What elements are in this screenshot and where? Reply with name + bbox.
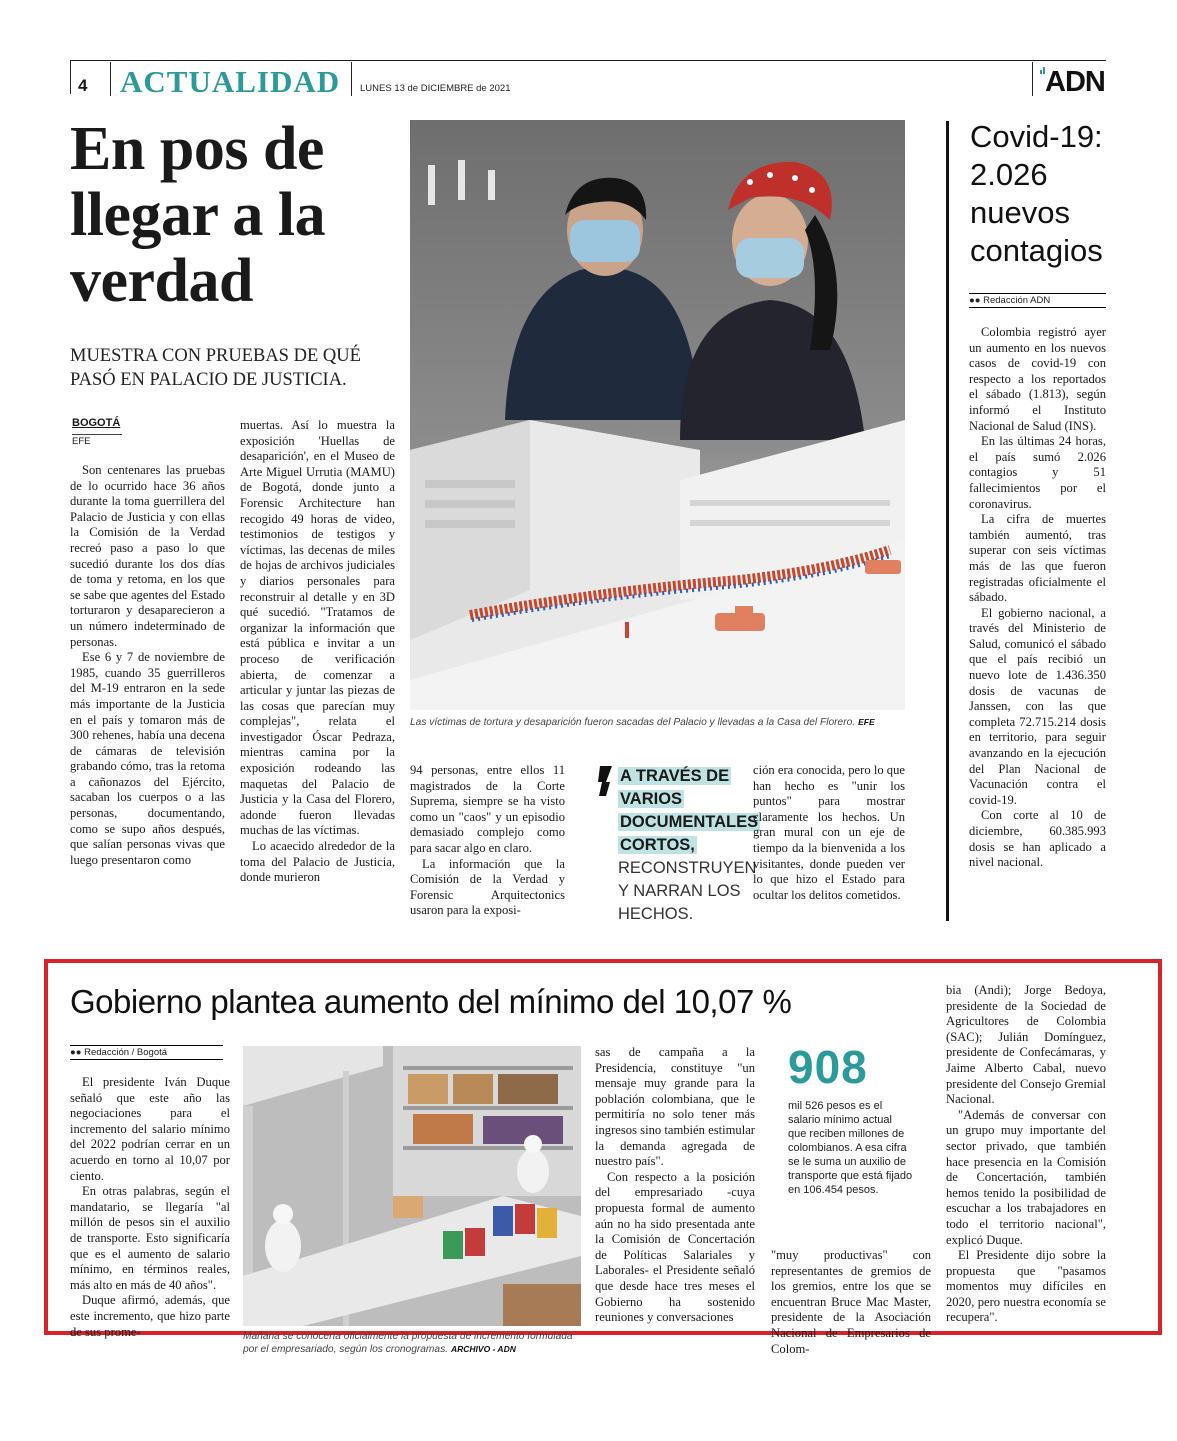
- paragraph: Ese 6 y 7 de noviembre de 1985, cuando 35 guerrilleros del M-19 entraron en la sede más importante de la Justicia en el país y tomaron más de 300 rehenes, había una decena de cámaras de televisión grabando cómo, tras la retoma a cañonazos del Ejército, sacaban los cuerpos o a las personas, documentando, como se supo años después, que salían personas vivas que luego presentaron como: [70, 650, 225, 867]
- main-story-col-4: [753, 763, 905, 903]
- paragraph: sas de campaña a la Presidencia, constituye "un mensaje muy grande para la población colombiana, que le permitiría no solo tener más ingresos sino también estimular la demanda agregada de nuestro país".: [595, 1045, 755, 1169]
- byline-text: Redacción ADN: [983, 295, 1051, 306]
- header-divider-2: [351, 62, 352, 96]
- brand-logo: [1038, 64, 1108, 96]
- paragraph: La información que la Comisión de la Verdad y Forensic Arquitectonics usaron para la exposi-: [410, 856, 565, 918]
- paragraph: El gobierno nacional, a través del Ministerio de Salud, comunicó el sábado que el país recibió un nuevo lote de 1.436.350 dosis de vacunas de Janssen, con las que completa 72.715.214 dosis en territorio, para seguir avanzando en la ejecución del Plan Nacional de Vacunación contra el covid-19.: [969, 605, 1106, 807]
- page-number: 4: [78, 76, 88, 95]
- bottom-byline: [70, 1045, 223, 1060]
- photo-credit: EFE: [858, 717, 875, 727]
- paragraph: En otras palabras, según el mandatario, se llegaría "al millón de pesos sin el auxilio de transporte. Esto significaría que es el aumento de salario mínimo, en términos reales, más alto en más de 40 años".: [70, 1184, 230, 1292]
- byline-dots-icon: ●●: [70, 1047, 82, 1058]
- paragraph: Duque afirmó, además, que este incremento, que hizo parte de sus prome-: [70, 1293, 230, 1339]
- exhibition-photo: [410, 120, 905, 710]
- main-story-col-1: [70, 463, 225, 868]
- paragraph: Son centenares las pruebas de lo ocurrido hace 36 años durante la toma guerrillera del Palacio de Justicia y con ellas la Comisión de la Verdad recreó paso a paso lo que sucedió durante los dos días de toma y retoma, en los que se sabe que agentes del Estado torturaron y desaparecieron a un número indeterminado de personas.: [70, 463, 225, 649]
- byline-dots-icon: ●●: [969, 295, 981, 306]
- byline-text: Redacción / Bogotá: [84, 1047, 168, 1058]
- main-headline: En pos de llegar a la verdad: [70, 115, 326, 315]
- stat-text: mil 526 pesos es el salario mínimo actual que reciben millones de colombianos. A esa cifra se le suma un auxilio de transporte que está fijado en 106.454 pesos.: [788, 1100, 913, 1196]
- main-subhead: MUESTRA CON PRUEBAS DE QUÉ PASÓ EN PALACIO DE JUSTICIA.: [70, 346, 361, 390]
- quote-mark-icon: [596, 764, 616, 802]
- paragraph: El presidente Iván Duque señaló que este año las negociaciones para el incremento del salario mínimo del 2022 podrían cerrar en un acuerdo en torno al 10,07 por ciento.: [70, 1075, 230, 1183]
- factory-photo-caption: [243, 1330, 583, 1356]
- header-divider-3: [1032, 62, 1033, 96]
- paragraph: La cifra de muertes también aumentó, tras superar con seis víctimas más de las que fueron registradas oficialmente el sábado.: [969, 512, 1106, 605]
- dateline-city: BOGOTÁ: [72, 417, 121, 429]
- sidebar-rule: [946, 121, 949, 921]
- bottom-headline: Gobierno plantea aumento del mínimo del 10,07 %: [70, 983, 792, 1020]
- pull-quote: [618, 765, 759, 926]
- paragraph: Lo acaecido alrededor de la toma del Palacio de Justicia, donde murieron: [240, 839, 395, 885]
- header-divider-1: [110, 62, 111, 96]
- pull-quote-bold: A TRAVÉS DE VARIOS DOCUMENTALES CORTOS,: [620, 767, 759, 854]
- paragraph: "Además de conversar con un grupo muy importante del sector privado, que también hace presencia en la Comisión de Concertación, también hemos tenido la posibilidad de escuchar a los trabajadores en todo el territorio nacional", explicó Duque.: [946, 1107, 1106, 1247]
- bottom-story-col-3: [771, 1248, 931, 1357]
- sidebar-body: [969, 325, 1106, 871]
- paragraph: En las últimas 24 horas, el país sumó 2.026 contagios y 51 fallecimientos por el coronavirus.: [969, 434, 1106, 511]
- caption-text: Mañana se conocería oficialmente la propuesta de incremento formulada por el empresariado, según los cronogramas.: [243, 1331, 573, 1355]
- sidebar-byline: [969, 293, 1106, 308]
- issue-date: LUNES 13 de DICIEMBRE de 2021: [360, 83, 511, 94]
- bottom-story-col-4: [946, 983, 1106, 1326]
- exhibition-photo-caption: [410, 716, 910, 729]
- paragraph: Con corte al 10 de diciembre, 60.385.993 dosis se han aplicado a nivel nacional.: [969, 808, 1106, 870]
- main-story-col-3: [410, 763, 565, 919]
- bottom-story-col-2: [595, 1045, 755, 1326]
- stat-number: 908: [788, 1041, 868, 1093]
- main-story-col-2: [240, 418, 395, 886]
- paragraph: bia (Andi); Jorge Bedoya, presidente de la Sociedad de Agricultores de Colombia (SAC); Julián Domínguez, presidente de Confecámaras, y Jaime Alberto Cabal, nuevo presidente del Consejo Gremial Nacional.: [946, 983, 1106, 1107]
- header-left-tick: [70, 60, 71, 94]
- pull-quote-rest: RECONSTRUYEN Y NARRAN LOS HECHOS.: [618, 859, 757, 923]
- caption-text: Las víctimas de tortura y desaparición fueron sacadas del Palacio y llevadas a la Casa del Florero.: [410, 717, 856, 728]
- paragraph: ción era conocida, pero lo que han hecho es "unir los puntos" para mostrar claramente los hechos. Un gran mural con un eje de tiempo da la bienvenida a los visitantes, donde pueden ver lo que hizo el Estado para ocultar los delitos cometidos.: [753, 763, 905, 902]
- paragraph: 94 personas, entre ellos 11 magistrados de la Corte Suprema, siempre se ha visto como un "caos" y un episodio demasiado complejo como para sacar algo en claro.: [410, 763, 565, 855]
- factory-photo: [243, 1046, 581, 1326]
- dateline-agency: EFE: [72, 434, 122, 447]
- sidebar-headline: Covid-19: 2.026 nuevos contagios: [970, 119, 1103, 268]
- paragraph: Con respecto a la posición del empresariado -cuya propuesta formal de aumento aún no ha sido presentada ante la Comisión de Concertación de Políticas Salariales y Laborales- el Presidente señaló que desde hace tres meses el Gobierno ha sostenido reuniones y conversaciones: [595, 1169, 755, 1325]
- photo-credit: ARCHIVO - ADN: [451, 1344, 516, 1354]
- paragraph: Colombia registró ayer un aumento en los nuevos casos de covid-19 con respecto a los reportados el sábado (1.813), según informó el Instituto Nacional de Salud (INS).: [969, 325, 1106, 433]
- section-title: ACTUALIDAD: [120, 64, 341, 99]
- header-top-rule: [70, 60, 1106, 61]
- paragraph: muertas. Así lo muestra la exposición 'Huellas de desaparición', en el Museo de Arte Miguel Urrutia (MAMU) de Bogotá, donde junto a Forensic Architecture han recogido 49 horas de video, testimonios de testigos y víctimas, las decenas de miles de hojas de archivos judiciales y diarios personales para reconstruir al detalle y en 3D qué sucedió. "Tratamos de organizar la información que está pública e invitar a un proceso de verificación abierta, de comenzar a articular y juntar las piezas de las cosas que parecían muy complejas", relata el investigador Óscar Pedraza, mientras camina por la exposición rodeando las maquetas del Palacio de Justicia y la Casa del Florero, adonde fueron llevadas muchas de las víctimas.: [240, 418, 395, 838]
- paragraph: El Presidente dijo sobre la propuesta que "pasamos momentos muy difíciles en 2020, pero nuestra economía se recupera".: [946, 1248, 1106, 1325]
- svg-text:ADN: ADN: [1045, 66, 1105, 96]
- bottom-story-col-1: [70, 1075, 230, 1340]
- paragraph: "muy productivas" con representantes de gremios de los gremios, entre los que se encuentran Bruce Mac Master, presidente de la Asociación Nacional de Empresarios de Colom-: [771, 1248, 931, 1356]
